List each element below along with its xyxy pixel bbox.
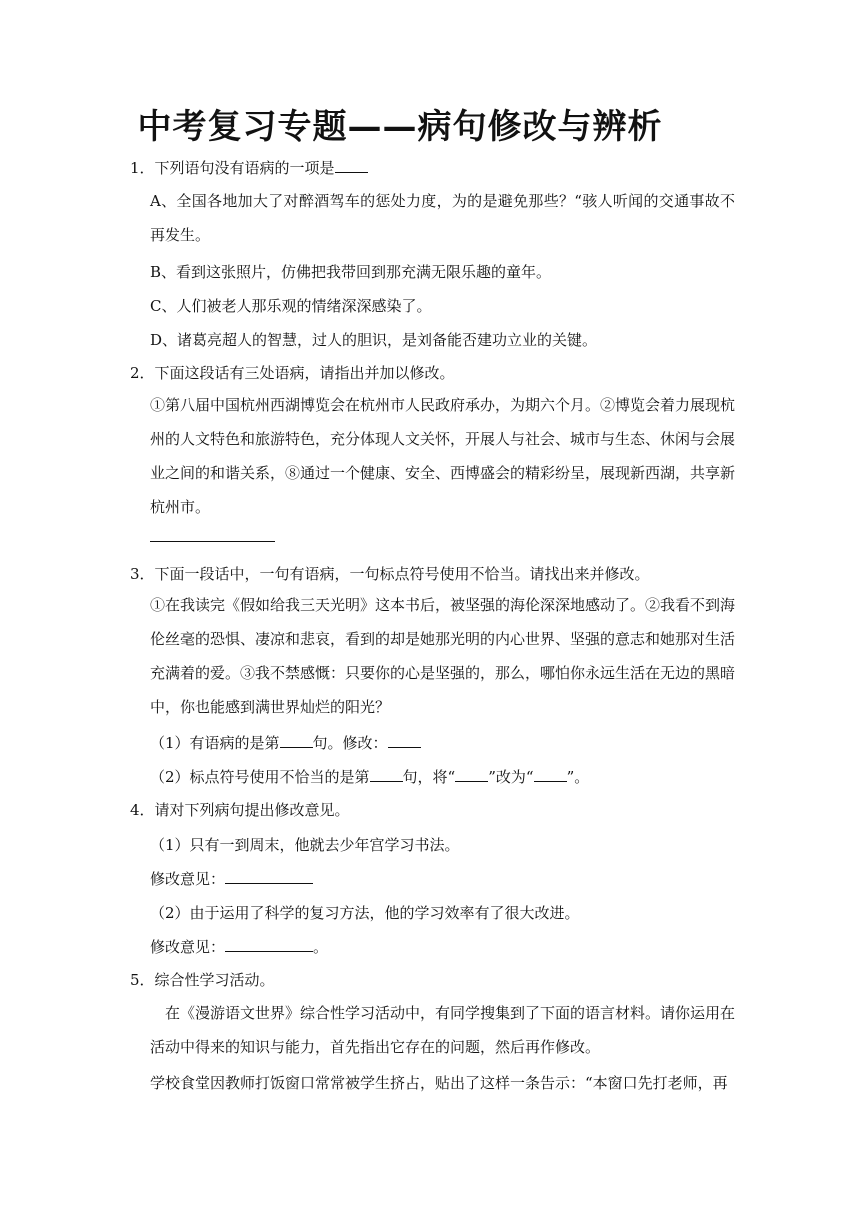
- question-5-notice: 学校食堂因教师打饭窗口常常被学生挤占，贴出了这样一条告示：“本窗口先打老师，再: [150, 1074, 728, 1092]
- question-3-sub-1: [150, 732, 735, 754]
- question-3-stem: 3．下面一段话中，一句有语病，一句标点符号使用不恰当。请找出来并修改。: [130, 565, 650, 583]
- question-2-passage: ①第八届中国杭州西湖博览会在杭州市人民政府承办，为期六个月。②博览会着力展现杭州的人文特色和旅游特色，充分体现人文关怀，开展人与社会、城市与生态、休闲与会展业之间的和谐关系，⑧通过一个健康、安全、西博盛会的精彩纷呈，展现新西湖，共享新杭州市。: [150, 396, 736, 516]
- answer-line[interactable]: [150, 541, 275, 542]
- question-4-opinion-2-end: 。: [313, 938, 329, 956]
- answer-blank[interactable]: [225, 868, 313, 884]
- question-1-option-b: B、看到这张照片，仿佛把我带回到那充满无限乐趣的童年。: [150, 263, 552, 281]
- question-1-option-d: D、诸葛亮超人的智慧，过人的胆识，是刘备能否建功立业的关键。: [150, 331, 598, 349]
- question-3-sub-2: [150, 766, 735, 788]
- question-3-passage: ①在我读完《假如给我三天光明》这本书后，被坚强的海伦深深地感动了。②我看不到海伦丝毫的恐惧、凄凉和悲哀，看到的却是她那光明的内心世界、坚强的意志和她那对生活充满着的爱。③我不禁感慨：只要你的心是坚强的，那么，哪怕你永远生活在无边的黑暗中，你也能感到满世界灿烂的阳光？: [150, 596, 736, 716]
- question-4-opinion-2: [150, 936, 735, 958]
- question-1-option-a: A、全国各地加大了对醉酒驾车的惩处力度，为的是避免那些？“骇人听闻的交通事故不再发生。: [150, 192, 735, 244]
- question-3-sub-2-text-d: ”。: [566, 768, 590, 786]
- question-3-sub-1-text-a: （1）有语病的是第: [150, 734, 280, 752]
- question-4-opinion-1: [150, 868, 735, 890]
- question-1-option-c: C、人们被老人那乐观的情绪深深感染了。: [150, 297, 432, 315]
- question-4-opinion-2-label: 修改意见：: [150, 938, 226, 956]
- question-3-sub-2-text-c: ”改为“: [488, 768, 534, 786]
- answer-blank[interactable]: [388, 732, 421, 748]
- question-3-sub-2-text-a: （2）标点符号使用不恰当的是第: [150, 768, 370, 786]
- question-4-sentence-1: （1）只有一到周末，他就去少年宫学习书法。: [150, 836, 460, 854]
- question-5-intro: 在《漫游语文世界》综合性学习活动中，有同学搜集到了下面的语言材料。请你运用在活动中得来的知识与能力，首先指出它存在的问题，然后再作修改。: [150, 1004, 736, 1056]
- answer-blank[interactable]: [280, 732, 313, 748]
- document-title: 中考复习专题——病句修改与辨析: [137, 107, 663, 147]
- question-5-stem: 5．综合性学习活动。: [130, 971, 275, 989]
- answer-blank[interactable]: [534, 766, 567, 782]
- answer-blank[interactable]: [225, 936, 313, 952]
- question-3-sub-2-text-b: 句，将“: [402, 768, 456, 786]
- answer-blank[interactable]: [455, 766, 488, 782]
- question-1-stem-text: 1．下列语句没有语病的一项是: [130, 159, 335, 177]
- question-4-sentence-2: （2）由于运用了科学的复习方法，他的学习效率有了很大改进。: [150, 904, 580, 922]
- answer-blank[interactable]: [370, 766, 403, 782]
- question-1-stem: [130, 157, 740, 179]
- question-3-sub-1-text-b: 句。修改：: [312, 734, 388, 752]
- question-4-opinion-1-label: 修改意见：: [150, 870, 226, 888]
- question-4-stem: 4．请对下列病句提出修改意见。: [130, 801, 350, 819]
- question-2-stem: 2．下面这段话有三处语病，请指出并加以修改。: [130, 364, 455, 382]
- answer-blank[interactable]: [335, 157, 368, 173]
